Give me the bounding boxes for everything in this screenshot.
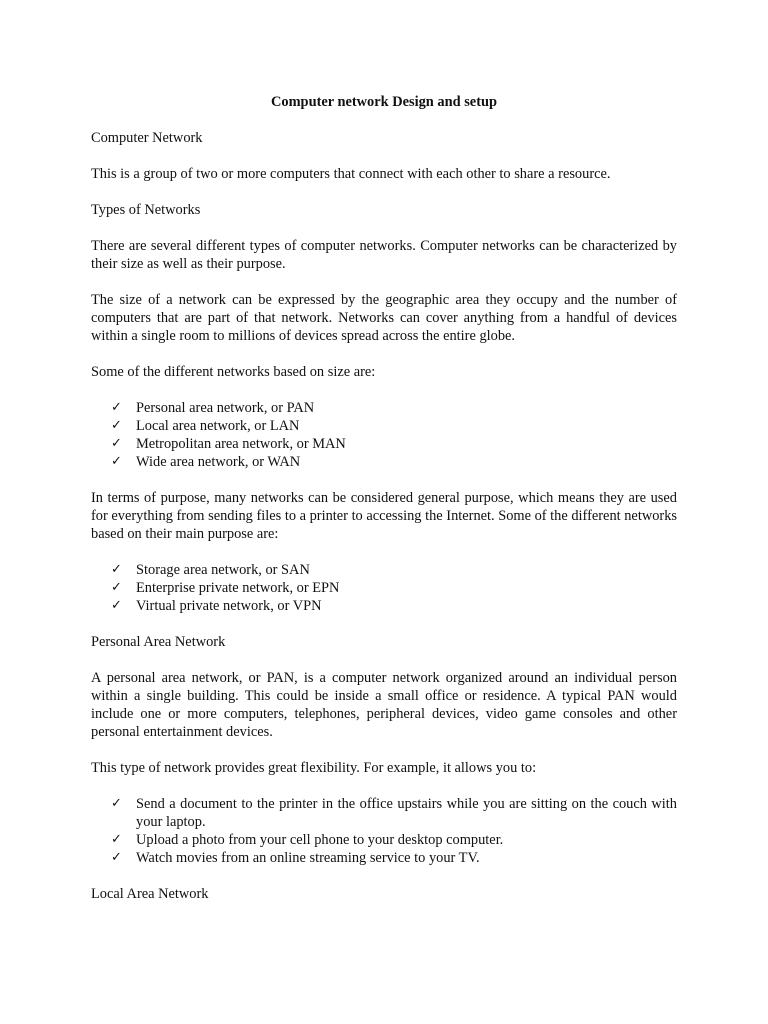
checkmark-icon: ✓ — [111, 580, 122, 595]
checkmark-icon: ✓ — [111, 598, 122, 613]
list-item-text: Wide area network, or WAN — [136, 454, 301, 470]
checkmark-icon: ✓ — [111, 562, 122, 577]
list-item — [91, 435, 677, 453]
list-item — [91, 453, 677, 471]
list-item — [91, 417, 677, 435]
list-item — [91, 579, 677, 597]
checkmark-icon: ✓ — [111, 436, 122, 451]
section-heading-pan: Personal Area Network — [91, 634, 226, 650]
list-item-text: Enterprise private network, or EPN — [136, 580, 340, 596]
checkmark-icon: ✓ — [111, 832, 122, 847]
purpose-network-list — [91, 561, 677, 615]
paragraph-pan: A personal area network, or PAN, is a computer network organized around an individual person within a single building. This could be inside a small office or residence. A typical PAN would include one or more computers, telephones, peripheral devices, video game consoles and other personal entertainment devices. — [91, 670, 677, 740]
checkmark-icon: ✓ — [111, 850, 122, 865]
list-item — [91, 831, 677, 849]
list-item — [91, 597, 677, 615]
list-item — [91, 795, 677, 831]
paragraph-types: There are several different types of computer networks. Computer networks can be characterized by their size as well as their purpose. — [91, 238, 677, 272]
checkmark-icon: ✓ — [111, 454, 122, 469]
checkmark-icon: ✓ — [111, 796, 122, 811]
list-item — [91, 561, 677, 579]
section-heading-lan: Local Area Network — [91, 886, 209, 902]
list-item-text: Storage area network, or SAN — [136, 562, 310, 578]
list-item-text: Local area network, or LAN — [136, 418, 300, 434]
paragraph-flexibility: This type of network provides great flexibility. For example, it allows you to: — [91, 760, 537, 776]
document-body — [91, 93, 677, 921]
paragraph-definition: This is a group of two or more computers that connect with each other to share a resource. — [91, 166, 611, 182]
list-item — [91, 399, 677, 417]
paragraph-purpose: In terms of purpose, many networks can be considered general purpose, which means they are used for everything from sending files to a printer to accessing the Internet. Some of the different networks based on their main purpose are: — [91, 490, 677, 542]
list-item — [91, 849, 677, 867]
section-heading-computer-network: Computer Network — [91, 130, 203, 146]
paragraph-size: The size of a network can be expressed by the geographic area they occupy and the number of computers that are part of that network. Networks can cover anything from a handful of devices within a single room to millions of devices spread across the entire globe. — [91, 292, 677, 344]
size-network-list — [91, 399, 677, 471]
list-item-text: Send a document to the printer in the office upstairs while you are sitting on the couch with your laptop. — [136, 796, 677, 830]
list-item-text: Watch movies from an online streaming service to your TV. — [136, 850, 480, 866]
document-title: Computer network Design and setup — [270, 94, 497, 110]
list-item-text: Virtual private network, or VPN — [136, 598, 322, 614]
list-item-text: Metropolitan area network, or MAN — [136, 436, 346, 452]
paragraph-size-intro: Some of the different networks based on size are: — [91, 364, 376, 380]
section-heading-types: Types of Networks — [91, 202, 201, 218]
checkmark-icon: ✓ — [111, 400, 122, 415]
list-item-text: Personal area network, or PAN — [136, 400, 315, 416]
list-item-text: Upload a photo from your cell phone to your desktop computer. — [136, 832, 504, 848]
flexibility-list — [91, 795, 677, 867]
checkmark-icon: ✓ — [111, 418, 122, 433]
